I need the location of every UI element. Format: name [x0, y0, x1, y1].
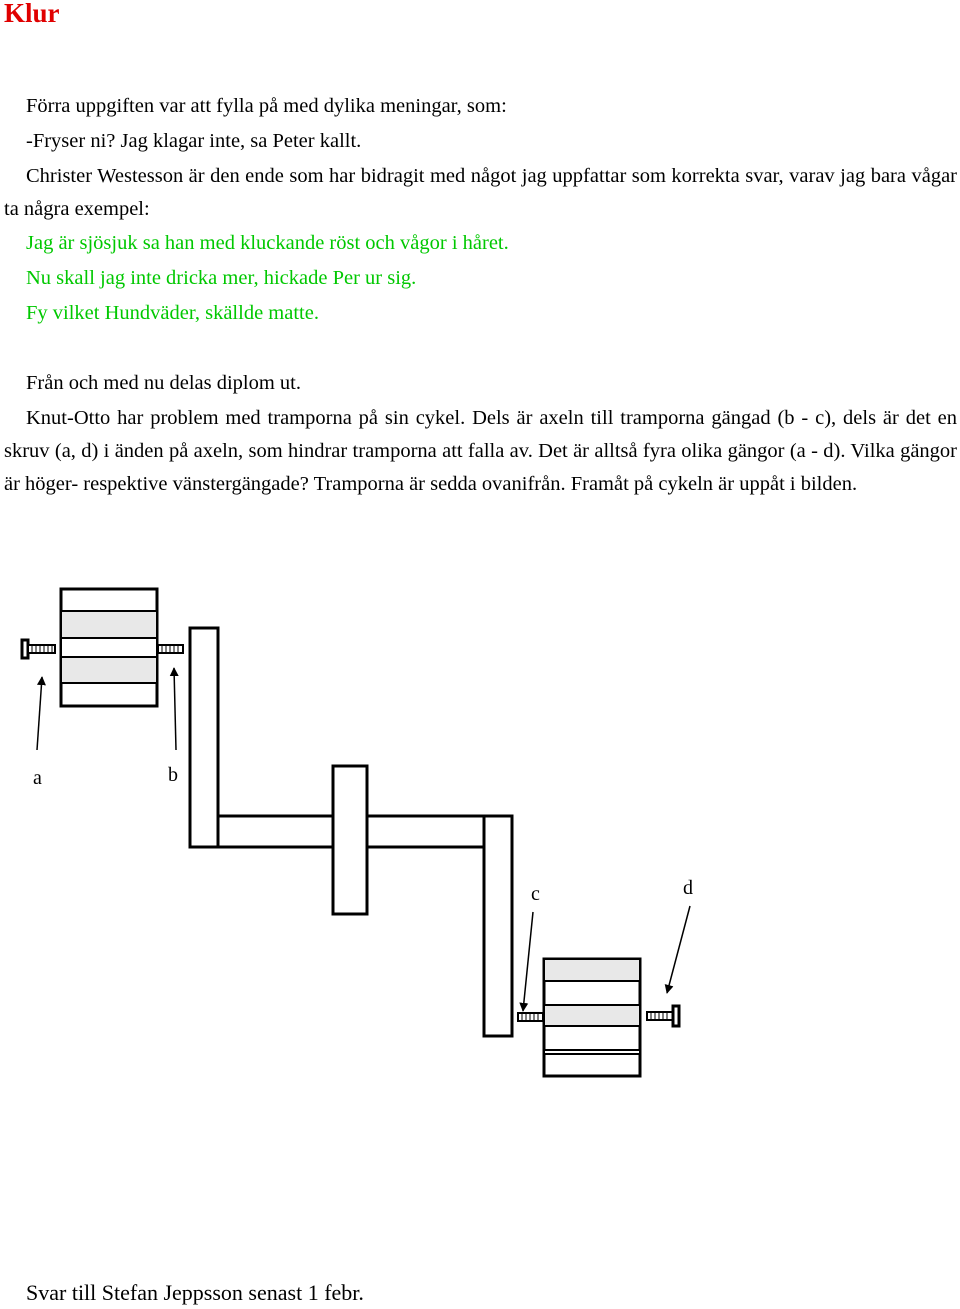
intro-line-1: Förra uppgiften var att fylla på med dylika meningar, som:: [26, 95, 507, 117]
label-b: b: [168, 764, 178, 786]
top-pedal: [61, 589, 157, 706]
example-3: Fy vilket Hundväder, skällde matte.: [26, 302, 319, 324]
label-a: a: [33, 767, 42, 789]
intro-paragraph: Christer Westesson är den ende som har bidragit med något jag uppfattar som korrekta svar, varav jag bara vågar ta några exempel:: [4, 165, 957, 220]
intro-line-2: -Fryser ni? Jag klagar inte, sa Peter kallt.: [26, 130, 362, 152]
problem-paragraph: Knut-Otto har problem med tramporna på sin cykel. Dels är axeln till tramporna gängad (b - c), dels är det en skruv (a, d) i änden på axeln, som hindrar tramporna att falla av. Det är alltså fyra olika gängor (a - d). Vilka gängor är höger- respektive vänstergängade? Tramporna är sedda ovanifrån. Framåt på cykeln är uppåt i bilden.: [4, 407, 957, 495]
arrow-b: [174, 668, 176, 750]
crank-arm: [190, 628, 512, 1036]
page-title: Klur: [4, 0, 60, 28]
screw-a: [22, 640, 55, 658]
example-1: Jag är sjösjuk sa han med kluckande röst och vågor i håret.: [26, 232, 509, 254]
example-2: Nu skall jag inte dricka mer, hickade Per ur sig.: [26, 267, 417, 289]
bottom-pedal: [544, 959, 640, 1076]
arrow-d: [667, 906, 690, 993]
label-c: c: [531, 883, 540, 905]
diploma-line: Från och med nu delas diplom ut.: [26, 372, 301, 394]
crank-figure: [0, 560, 960, 1100]
arrow-a: [37, 677, 42, 750]
label-d: d: [683, 877, 693, 899]
footer-deadline: Svar till Stefan Jeppsson senast 1 febr.: [26, 1280, 364, 1305]
arrow-c: [523, 912, 533, 1011]
